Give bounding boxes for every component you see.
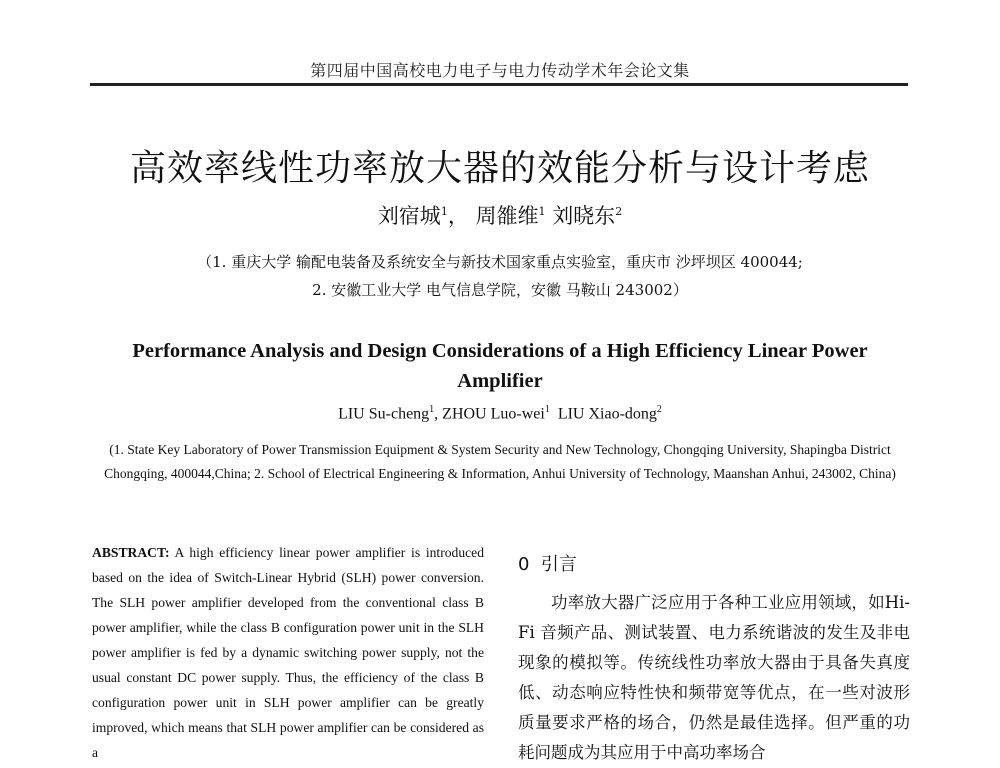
english-title: Performance Analysis and Design Considerations of a High Efficiency Linear Power Amplifier bbox=[132, 340, 868, 392]
chinese-affiliation-line: 2. 安徽工业大学 电气信息学院，安徽 马鞍山 243002） bbox=[312, 281, 688, 299]
author-affiliation-mark: 1 bbox=[429, 404, 435, 415]
english-affiliation: (1. State Key Laboratory of Power Transmission Equipment & System Security and New Technology, Chongqing University, Shapingba District Chongqing, 400044,China; 2. School of Electrical Engineering & Information, Anhui University of Technology, Maanshan Anhui, 243002, China) bbox=[104, 442, 896, 481]
section-number: 0 bbox=[518, 554, 530, 575]
author-affiliation-mark: 1 bbox=[544, 404, 550, 415]
chinese-author: 刘宿城 bbox=[377, 204, 441, 228]
header-rule bbox=[90, 83, 908, 86]
chinese-affiliation bbox=[70, 248, 930, 304]
chinese-author: 刘晓东 bbox=[552, 204, 616, 228]
author-affiliation-mark: 2 bbox=[615, 205, 623, 218]
introduction-paragraph: 功率放大器广泛应用于各种工业应用领域，如Hi-Fi 音频产品、测试装置、电力系统谐波的发生及非电现象的模拟等。传统线性功率放大器由于具备失真度低、动态响应特性快和频带宽等优点，在一些对波形质量要求严格的场合，仍然是最佳选择。但严重的功耗问题成为其应用于中高功率场合 bbox=[518, 593, 910, 762]
author-affiliation-mark: 1 bbox=[440, 205, 448, 218]
abstract bbox=[92, 540, 484, 765]
author-affiliation-mark: 2 bbox=[656, 404, 662, 415]
abstract-text: A high efficiency linear power amplifier is introduced based on the idea of Switch-Linear Hybrid (SLH) power conversion. The SLH power amplifier developed from the conventional class B power amplifier, while the class B configuration power unit in the SLH power amplifier is fed by a dynamic switching power supply, not the usual constant DC power supply. Thus, the efficiency of the class B configuration power unit in SLH power amplifier can be greatly improved, which means that SLH power amplifier can be considered as a bbox=[92, 545, 484, 760]
abstract-label: ABSTRACT: bbox=[92, 545, 170, 560]
chinese-affiliation-line: （1. 重庆大学 输配电装备及系统安全与新技术国家重点实验室，重庆市 沙坪坝区 400044; bbox=[197, 253, 803, 271]
author-separator bbox=[550, 405, 558, 422]
english-author: LIU Su-cheng bbox=[338, 405, 430, 423]
section-heading bbox=[518, 550, 577, 576]
english-author: LIU Xiao-dong bbox=[557, 405, 657, 423]
chinese-author: 周雒维 bbox=[475, 204, 539, 228]
running-header: 第四届中国高校电力电子与电力传动学术年会论文集 bbox=[310, 61, 690, 80]
english-authors bbox=[0, 404, 1000, 423]
chinese-title: 高效率线性功率放大器的效能分析与设计考虑 bbox=[129, 148, 870, 189]
author-separator: ， bbox=[447, 204, 469, 228]
author-separator: , bbox=[434, 405, 443, 423]
english-author: ZHOU Luo-wei bbox=[442, 405, 545, 423]
chinese-authors bbox=[0, 200, 1000, 230]
section-title: 引言 bbox=[540, 554, 577, 575]
author-affiliation-mark: 1 bbox=[538, 205, 546, 218]
